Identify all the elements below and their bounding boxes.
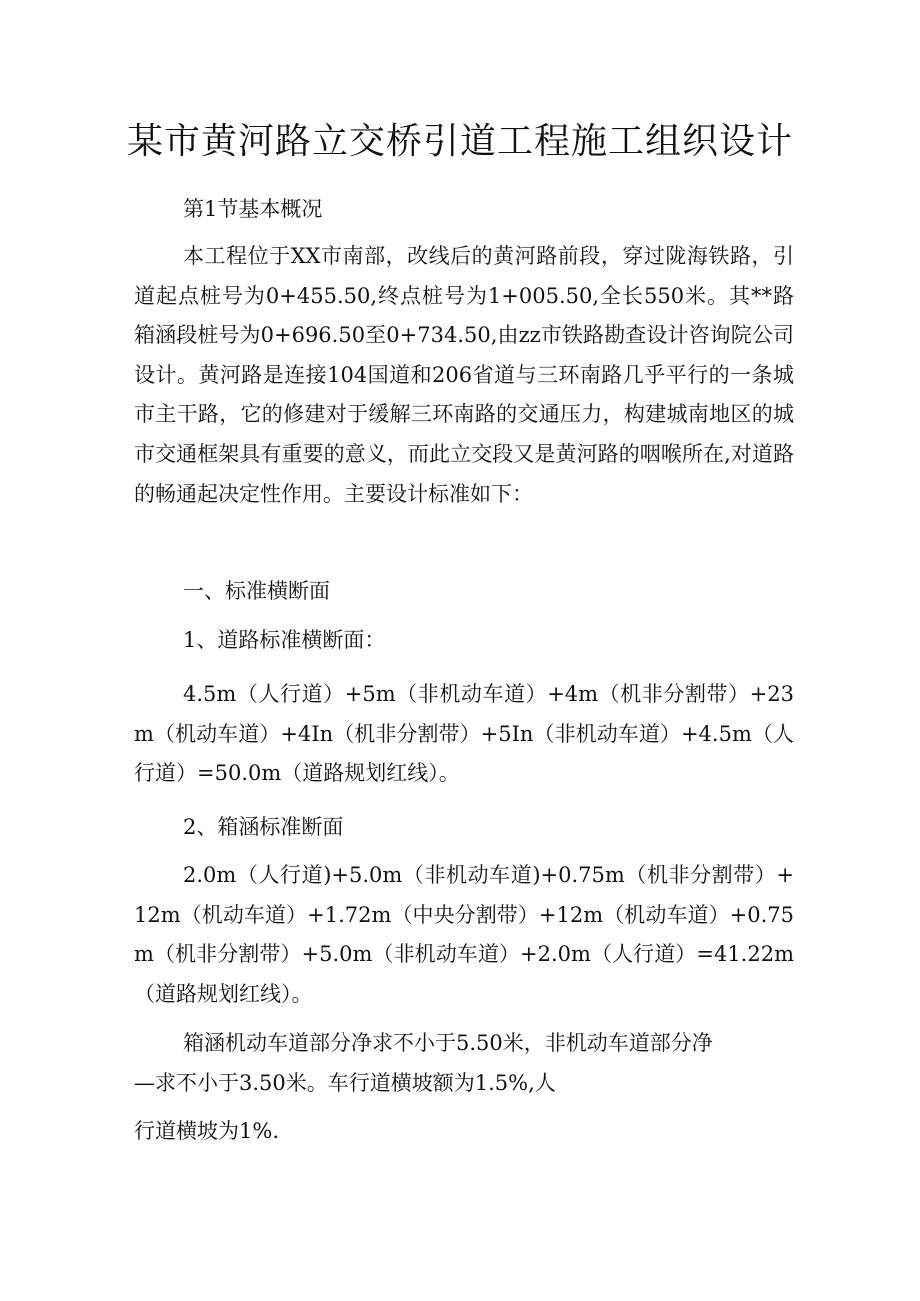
clearance-paragraph xyxy=(134,1024,794,1064)
heading-road-cross-section: 1、道路标准横断面： xyxy=(183,628,386,652)
clearance-line: 行道横坡为1%. xyxy=(134,1119,279,1143)
clearance-line: —求不小于3.50米。车行道横坡额为1.5%,人 xyxy=(134,1071,556,1095)
section-heading: 第1节基本概况 xyxy=(183,197,323,221)
heading-culvert-section: 2、箱涵标准断面 xyxy=(183,815,344,839)
culvert-section-paragraph: 2.0m（人行道)+5.0m（非机动车道)+0.75m（机非分割带）+12m（机动车道）+1.72m（中央分割带）+12m（机动车道）+0.75m（机非分割带）+5.0m（非机动车道）+2.0m（人行道）=41.22m（道路规划红线）。 xyxy=(134,863,794,1006)
document-title: 某市黄河路立交桥引道工程施工组织设计 xyxy=(126,121,793,162)
heading-standard-cross-section: 一、标准横断面 xyxy=(183,579,330,603)
road-section-paragraph: 4.5m（人行道）+5m（非机动车道）+4m（机非分割带）+23m（机动车道）+4In（机非分割带）+5In（非机动车道）+4.5m（人行道）=50.0m（道路规划红线）。 xyxy=(134,682,794,786)
clearance-line: 箱涵机动车道部分净求不小于5.50米，非机动车道部分净 xyxy=(183,1031,713,1055)
clearance-paragraph-cont xyxy=(134,1064,794,1104)
overview-paragraph: 本工程位于XX市南部，改线后的黄河路前段，穿过陇海铁路，引道起点桩号为0+455.50,终点桩号为1+005.50,全长550米。其**路箱涵段桩号为0+696.50至0+734.50,由zz市铁路勘查设计咨询院公司设计。黄河路是连接104国道和206省道与三环南路几乎平行的一条城市主干路，它的修建对于缓解三环南路的交通压力，构建城南地区的城市交通框架具有重要的意义，而此立交段又是黄河路的咽喉所在,对道路的畅通起决定性作用。主要设计标准如下： xyxy=(134,244,794,506)
clearance-paragraph-end xyxy=(134,1112,794,1152)
